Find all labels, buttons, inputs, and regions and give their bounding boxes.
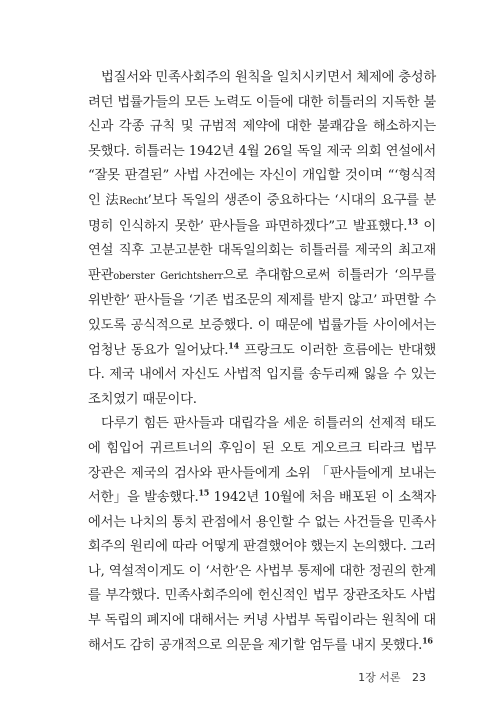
paragraph-2 (88, 412, 436, 658)
running-footer-chapter: 1장 서론 (358, 671, 401, 684)
footnote-marker: 15 (198, 487, 210, 498)
text-run: 1942년 10월에 처음 배포된 이 소책자에서는 나치의 통치 관점에서 용인할 수 없는 사건들을 민족사회주의 원리에 따라 어떻게 판결했어야 했는지 논의했다. 그러나, 역설적이게도 이 ‘서한’은 사법부 통제에 대한 정권의 한계를 부각했다. 민족사회주의에 헌신적인 법무 장관조차도 사법부 독립의 폐지에 대해서는 커녕 사법부 독립이라는 원칙에 대해서도 감히 공개적으로 의문을 제기할 엄두를 내지 못했다. (88, 490, 436, 653)
inline-foreign-term: oberster Gerichtsherr (113, 270, 223, 282)
text-run: 프랑크도 이러한 흐름에는 반대했다. 제국 내에서 자신도 사법적 입지를 송두리째 잃을 수 있는 조치였기 때문이다. (88, 342, 436, 407)
footnote-marker: 16 (422, 635, 433, 646)
text-run: 다루기 힘든 판사들과 대립각을 세운 히틀러의 선제적 태도에 힘입어 귀르트너의 후임이 된 오토 게오르크 티라크 법무 장관은 제국의 검사와 판사들에게 소위 「판사들에게 보내는 서한」을 발송했다. (88, 416, 436, 506)
inline-foreign-term: Recht (119, 195, 148, 207)
text-run: ’보다 독일의 생존이 중요하다는 ‘시대의 요구를 분명히 인식하지 못한’ 판사들을 파면하겠다”고 발표했다. (88, 192, 436, 234)
body-text (88, 66, 436, 658)
page-number: 23 (412, 671, 426, 684)
text-run: 이 연설 직후 고분고분한 대독일의회는 히틀러를 제국의 최고재판관 (88, 218, 436, 283)
text-run: 으로 추대함으로써 히틀러가 ‘의무를 위반한’ 판사들을 ‘기존 법조문의 제제를 받지 않고’ 파면할 수 있도록 공식적으로 보증했다. 이 때문에 법률가들 사이에서는 엄청난 동요가 일어났다. (88, 267, 436, 358)
page-footer (358, 669, 426, 685)
paragraph-1 (88, 66, 436, 412)
text-run: 법질서와 민족사회주의 원칙을 일치시키면서 체제에 충성하려던 법률가들의 모든 노력도 이들에 대한 히틀러의 지독한 불신과 각종 규칙 및 규범적 제약에 대한 불쾌감을 해소하지는 못했다. 히틀러는 1942년 4월 26일 독일 제국 의회 연설에서 “잘못 판결된” 사법 사건에는 자신이 개입할 것이며 “‘형식적인 法 (88, 70, 436, 208)
footnote-marker: 13 (407, 216, 418, 227)
footnote-marker: 14 (228, 340, 239, 351)
